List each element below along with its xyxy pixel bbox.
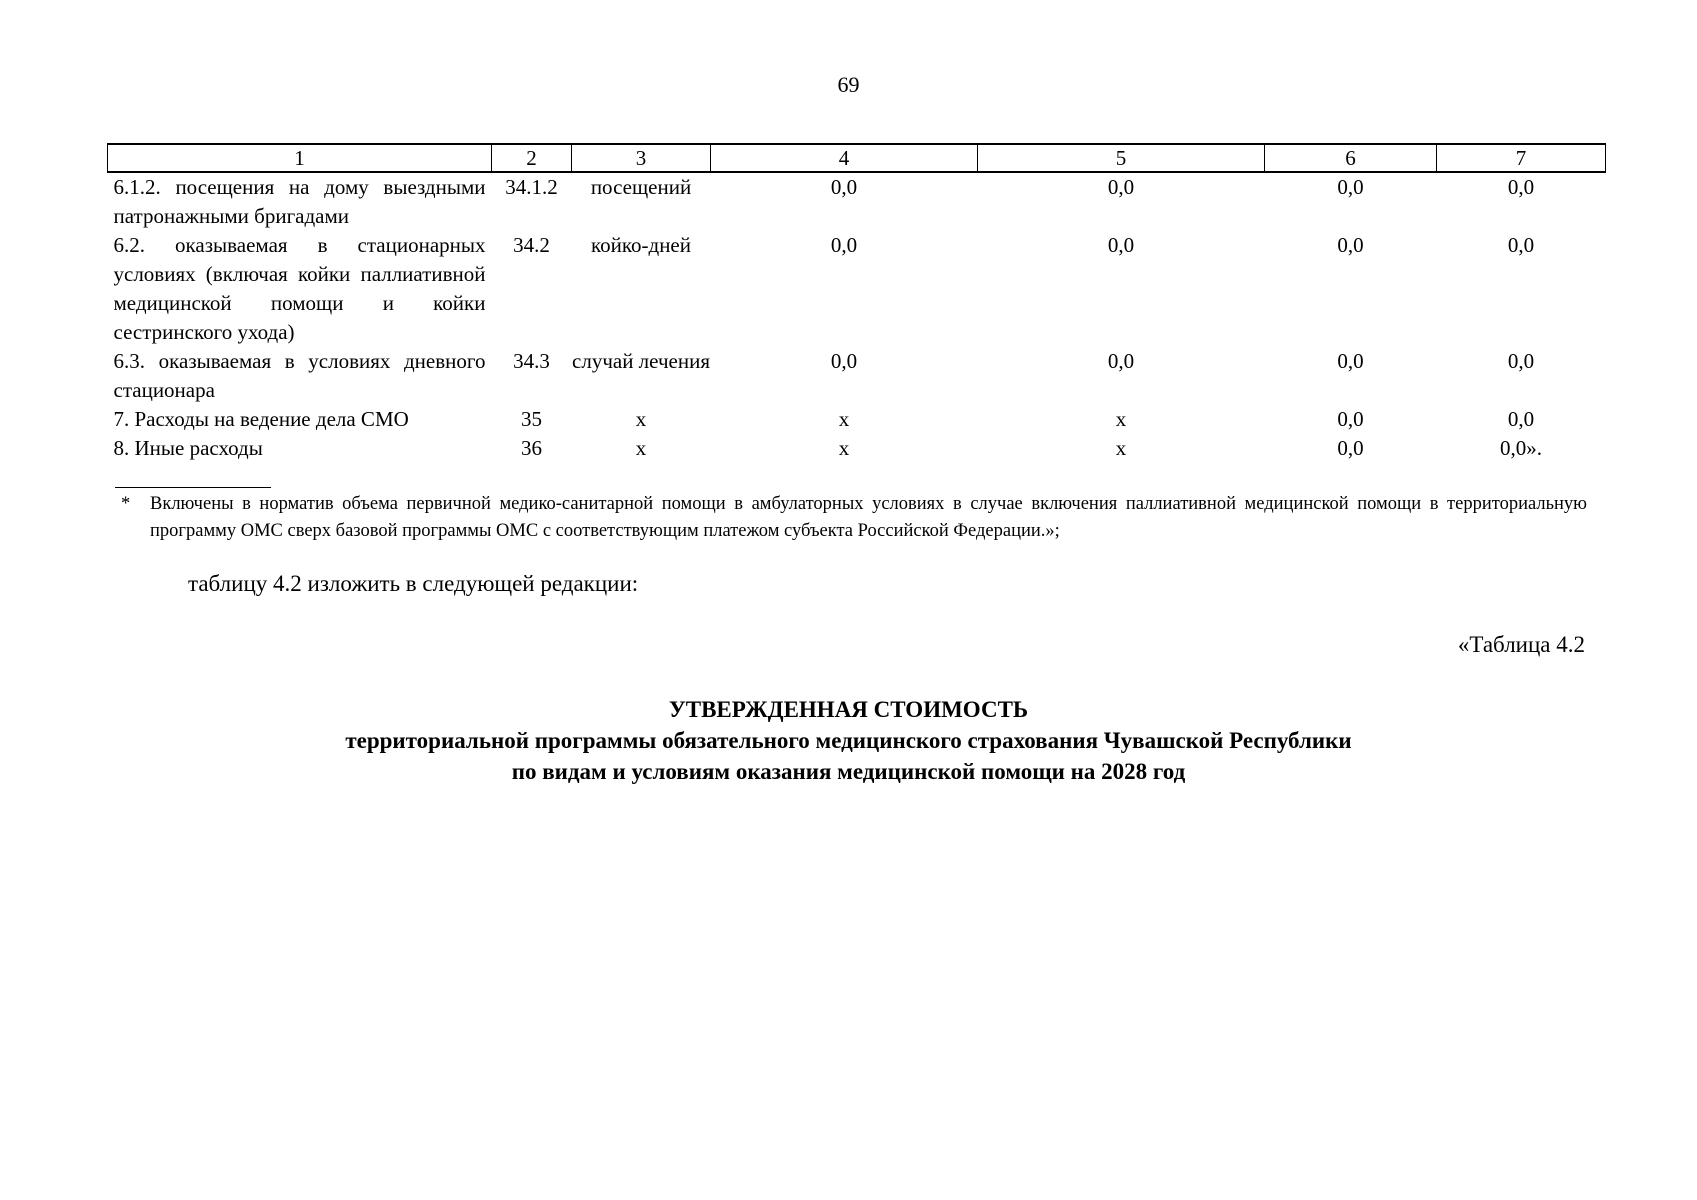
- cell-col4: х: [838, 436, 850, 460]
- column-header: 7: [1437, 144, 1606, 172]
- title-line-2: территориальной программы обязательного медицинского страхования Чувашской Республики: [345, 728, 1352, 753]
- column-header: 6: [1265, 144, 1437, 172]
- cell-col5: х: [1115, 436, 1127, 460]
- row-code: 34.2: [513, 233, 550, 257]
- instruction-text: таблицу 4.2 изложить в следующей редакции:: [188, 571, 639, 596]
- cell-col5: х: [1115, 407, 1127, 431]
- cell-col5: 0,0: [1107, 349, 1135, 373]
- row-name: 7. Расходы на ведение дела СМО: [113, 407, 409, 431]
- row-name: 6.1.2. посещения на дому выездными патронажными бригадами: [113, 175, 486, 228]
- document-title: [0, 694, 1697, 787]
- data-table: [107, 143, 1606, 463]
- cell-col5: 0,0: [1107, 233, 1135, 257]
- table-row: [108, 172, 1606, 231]
- row-unit: посещений: [590, 175, 692, 199]
- table-row: [108, 434, 1606, 463]
- footnote-divider: [115, 487, 271, 488]
- footnote-mark: *: [121, 494, 131, 514]
- table-row: [108, 347, 1606, 405]
- column-header: 1: [108, 144, 492, 172]
- cell-col4: 0,0: [830, 349, 858, 373]
- column-header: 4: [711, 144, 978, 172]
- cell-col7: 0,0».: [1500, 436, 1542, 460]
- row-code: 36: [521, 436, 542, 460]
- row-name: 6.2. оказываемая в стационарных условиях (включая койки паллиативной медицинской помощи и койки сестринского ухода): [113, 233, 486, 344]
- table-header-row: [108, 144, 1606, 172]
- page-number: 69: [837, 72, 860, 97]
- row-unit: случай лечения: [572, 349, 710, 373]
- table-row: [108, 405, 1606, 434]
- cell-col4: 0,0: [830, 175, 858, 199]
- footnote-text: Включены в норматив объема первичной медико-санитарной помощи в амбулаторных условиях в случае включения паллиативной медицинской помощи в территориальную программу ОМС сверх базовой программы ОМС с соответствующим платежом субъекта Российской Федерации.»;: [150, 494, 1587, 541]
- cell-col6: 0,0: [1337, 436, 1364, 460]
- row-name: 6.3. оказываемая в условиях дневного стационара: [113, 349, 486, 402]
- cell-col4: х: [838, 407, 850, 431]
- cell-col6: 0,0: [1337, 407, 1364, 431]
- row-code: 34.1.2: [505, 175, 558, 199]
- column-header: 5: [978, 144, 1265, 172]
- cell-col6: 0,0: [1337, 349, 1364, 373]
- row-unit: койко-дней: [591, 233, 691, 257]
- row-code: 35: [521, 407, 542, 431]
- row-name: 8. Иные расходы: [113, 436, 263, 460]
- row-code: 34.3: [513, 349, 550, 373]
- cell-col6: 0,0: [1337, 233, 1364, 257]
- cell-col7: 0,0: [1507, 349, 1535, 373]
- cell-col7: 0,0: [1507, 233, 1535, 257]
- title-line-3: по видам и условиям оказания медицинской помощи на 2028 год: [511, 759, 1186, 784]
- cell-col4: 0,0: [830, 233, 858, 257]
- column-header: 3: [572, 144, 711, 172]
- title-line-1: УТВЕРЖДЕННАЯ СТОИМОСТЬ: [668, 697, 1029, 722]
- table-caption: «Таблица 4.2: [1457, 632, 1585, 657]
- row-unit: х: [635, 436, 647, 460]
- cell-col7: 0,0: [1507, 407, 1535, 431]
- table-row: [108, 231, 1606, 347]
- cell-col5: 0,0: [1107, 175, 1135, 199]
- row-unit: х: [635, 407, 647, 431]
- column-header: 2: [492, 144, 572, 172]
- footnote: [117, 491, 1587, 545]
- cell-col6: 0,0: [1337, 175, 1364, 199]
- cell-col7: 0,0: [1507, 175, 1535, 199]
